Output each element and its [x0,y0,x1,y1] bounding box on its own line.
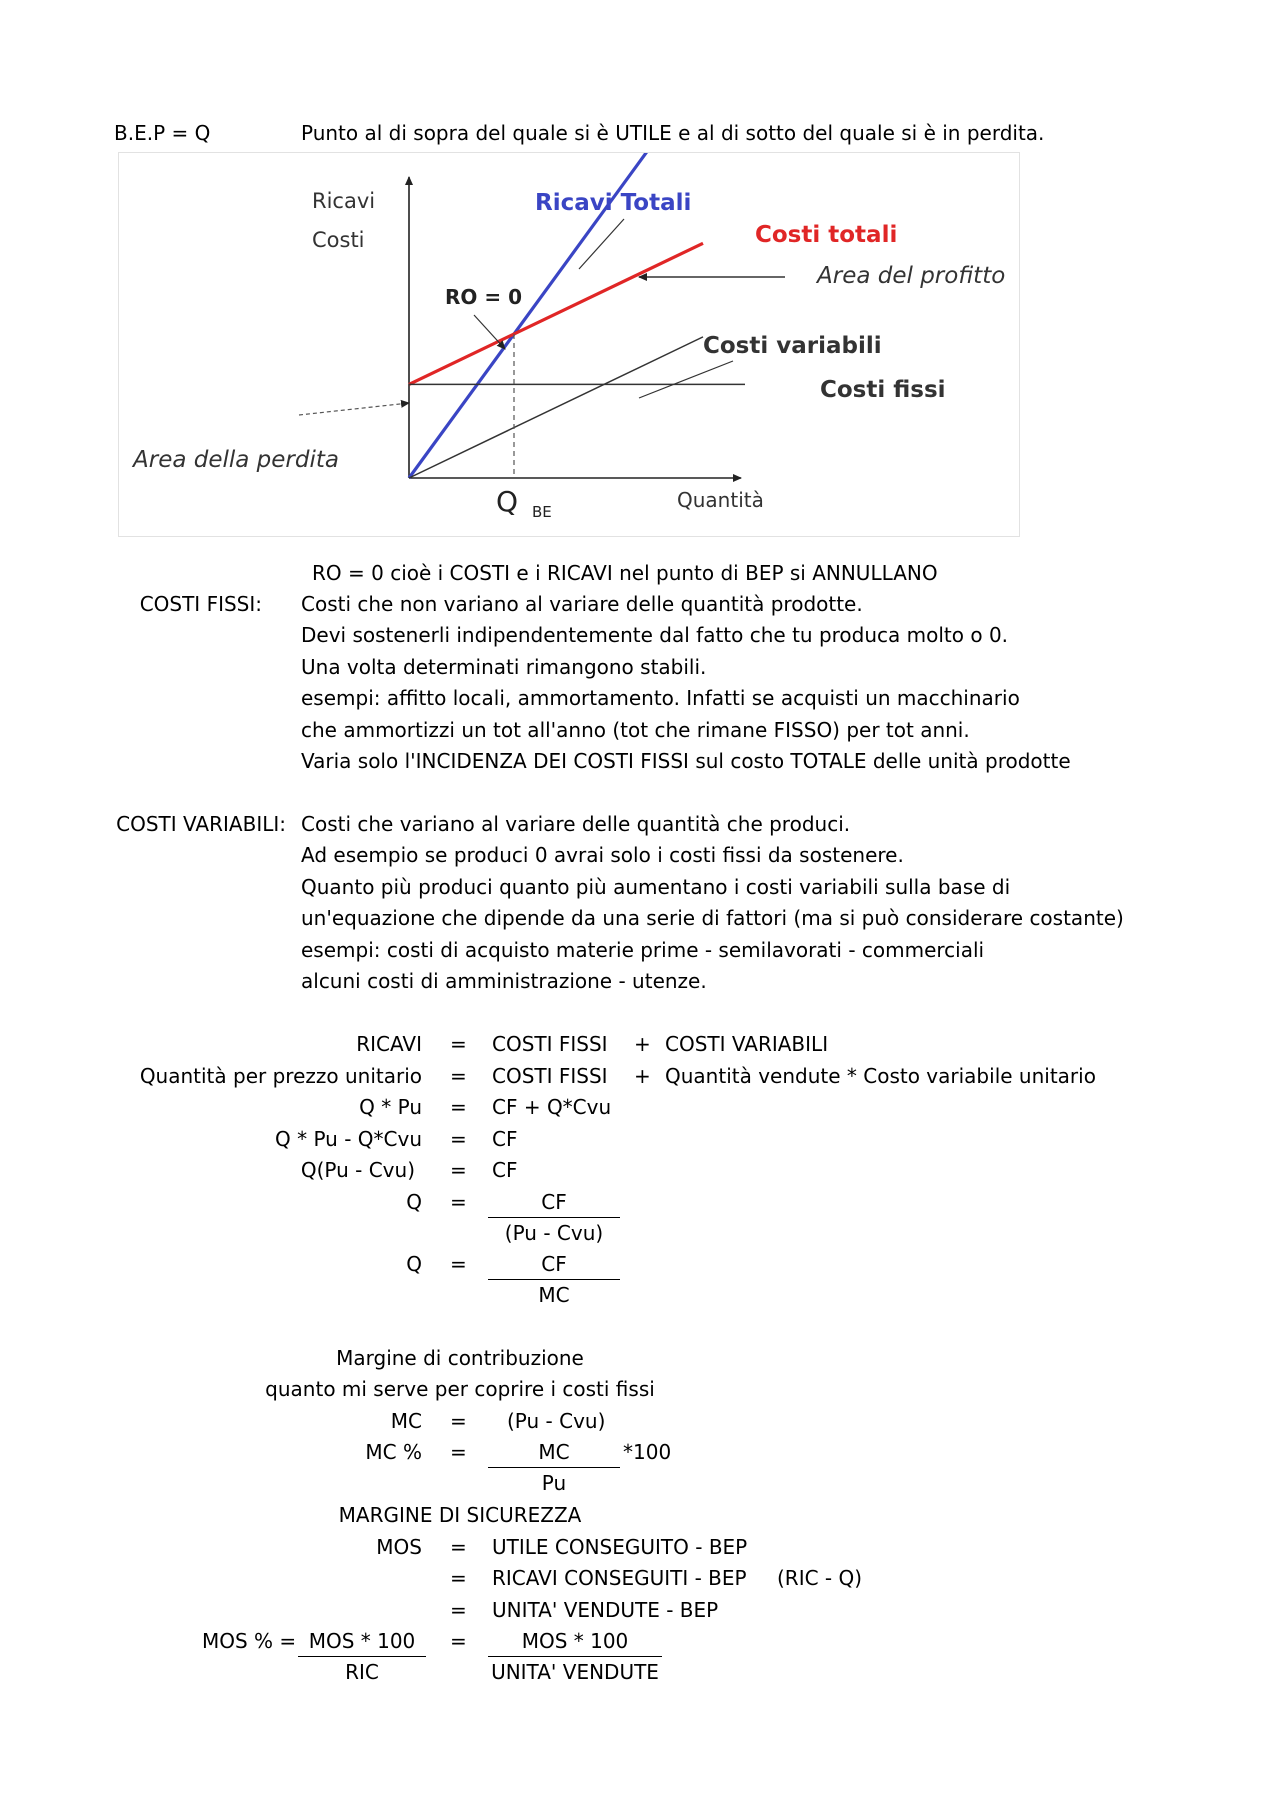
costi-fissi-line: esempi: affitto locali, ammortamento. Infatti se acquisti un macchinario [301,686,1020,710]
multiplier: *100 [623,1440,672,1464]
fraction-numerator: CF [541,1252,567,1276]
mos-percent-label: MOS % = [202,1629,297,1653]
chart-canvas [119,153,1019,536]
section-title: Margine di contribuzione [336,1346,584,1370]
eq-left: MC % [365,1440,422,1464]
eq-sign: = [450,1064,467,1088]
eq-left: Q * Pu - Q*Cvu [275,1127,422,1151]
eq-right: COSTI VARIABILI [665,1032,829,1056]
eq-mid: CF + Q*Cvu [492,1095,612,1119]
eq-sign: = [450,1158,467,1182]
ricavi-totali-pointer [579,219,624,269]
costi-fissi-line: Una volta determinati rimangono stabili. [301,655,707,679]
eq-mid: COSTI FISSI [492,1032,608,1056]
costi-fissi-line: Devi sostenerli indipendentemente dal fatto che tu produca molto o 0. [301,623,1009,647]
fraction-numerator: CF [541,1190,567,1214]
break-even-chart [118,152,1020,537]
costi-fissi-line: Costi che non variano al variare delle quantità prodotte. [301,592,863,616]
fraction-numerator: MC [538,1440,570,1464]
costi-variabili-line [409,337,703,478]
fraction-bar [488,1656,662,1657]
eq-mid: COSTI FISSI [492,1064,608,1088]
costi-variabili-label: Costi variabili [703,333,882,359]
x-axis-label: Quantità [677,488,764,512]
fraction-denominator: (Pu - Cvu) [504,1221,604,1245]
eq-sign: = [450,1409,467,1433]
costi-variabili-line: Ad esempio se produci 0 avrai solo i costi fissi da sostenere. [301,843,904,867]
eq-left: MC [390,1409,422,1433]
eq-sign: = [450,1095,467,1119]
eq-left: Q [406,1190,422,1214]
bep-label: B.E.P = Q [114,121,211,145]
eq-sign: = [450,1598,467,1622]
costi-fissi-label: Costi fissi [820,377,946,403]
eq-sign: = [450,1127,467,1151]
eq-mid: (Pu - Cvu) [507,1409,606,1433]
eq-left: Q(Pu - Cvu) [300,1158,415,1182]
eq-sign: = [450,1629,467,1653]
fraction-denominator: UNITA' VENDUTE [491,1660,659,1684]
costi-variabili-line: esempi: costi di acquisto materie prime - semilavorati - commerciali [301,938,985,962]
costi-variabili-pointer [639,361,733,398]
costi-totali-label: Costi totali [755,222,898,248]
costi-variabili-line: un'equazione che dipende da una serie di fattori (ma si può considerare costante) [301,906,1124,930]
bep-definition: Punto al di sopra del quale si è UTILE e al di sotto del quale si è in perdita. [301,121,1045,145]
eq-mid: CF [492,1158,518,1182]
fraction-denominator: Pu [541,1471,567,1495]
eq-left: Quantità per prezzo unitario [139,1064,422,1088]
eq-sign: = [450,1032,467,1056]
breakeven-label: RO = 0 [445,285,523,309]
eq-left: MOS [376,1535,422,1559]
ricavi-totali-label: Ricavi Totali [535,190,692,216]
eq-note: (RIC - Q) [777,1566,863,1590]
costi-fissi-label: COSTI FISSI: [139,592,262,616]
qbe-subscript: BE [532,503,552,521]
section-title: MARGINE DI SICUREZZA [338,1503,582,1527]
eq-left: RICAVI [356,1032,422,1056]
ro-definition: RO = 0 cioè i COSTI e i RICAVI nel punto di BEP si ANNULLANO [312,561,938,585]
fraction-numerator: MOS * 100 [521,1629,629,1653]
profit-area-label: Area del profitto [817,263,1006,289]
breakeven-arrow [474,315,505,349]
plus-sign: + [634,1064,651,1088]
eq-sign: = [450,1190,467,1214]
loss-area-label: Area della perdita [133,447,339,473]
costi-fissi-line: che ammortizzi un tot all'anno (tot che rimane FISSO) per tot anni. [301,718,970,742]
costi-variabili-line: Quanto più produci quanto più aumentano i costi variabili sulla base di [301,875,1011,899]
fraction-denominator: RIC [345,1660,379,1684]
costi-totali-line [409,243,703,384]
fraction-bar [488,1467,620,1468]
eq-mid: UTILE CONSEGUITO - BEP [492,1535,748,1559]
eq-left: Q [406,1252,422,1276]
eq-mid: CF [492,1127,518,1151]
eq-sign: = [450,1566,467,1590]
fraction-numerator: MOS * 100 [308,1629,416,1653]
eq-mid: RICAVI CONSEGUITI - BEP [492,1566,747,1590]
loss-area-arrow [299,403,409,415]
section-subtitle: quanto mi serve per coprire i costi fissi [265,1377,655,1401]
fraction-bar [488,1279,620,1280]
y-axis-label: Costi [312,228,365,252]
eq-sign: = [450,1252,467,1276]
costi-fissi-line: Varia solo l'INCIDENZA DEI COSTI FISSI sul costo TOTALE delle unità prodotte [301,749,1071,773]
eq-sign: = [450,1440,467,1464]
qbe-label: Q [496,485,519,518]
y-axis-label: Ricavi [312,189,376,213]
eq-left: Q * Pu [359,1095,422,1119]
fraction-bar [488,1217,620,1218]
fraction-denominator: MC [538,1283,570,1307]
eq-sign: = [450,1535,467,1559]
costi-variabili-line: Costi che variano al variare delle quantità che produci. [301,812,851,836]
plus-sign: + [634,1032,651,1056]
eq-right: Quantità vendute * Costo variabile unitario [665,1064,1096,1088]
costi-variabili-label: COSTI VARIABILI: [116,812,286,836]
costi-variabili-line: alcuni costi di amministrazione - utenze. [301,969,707,993]
fraction-bar [298,1656,426,1657]
eq-mid: UNITA' VENDUTE - BEP [492,1598,719,1622]
